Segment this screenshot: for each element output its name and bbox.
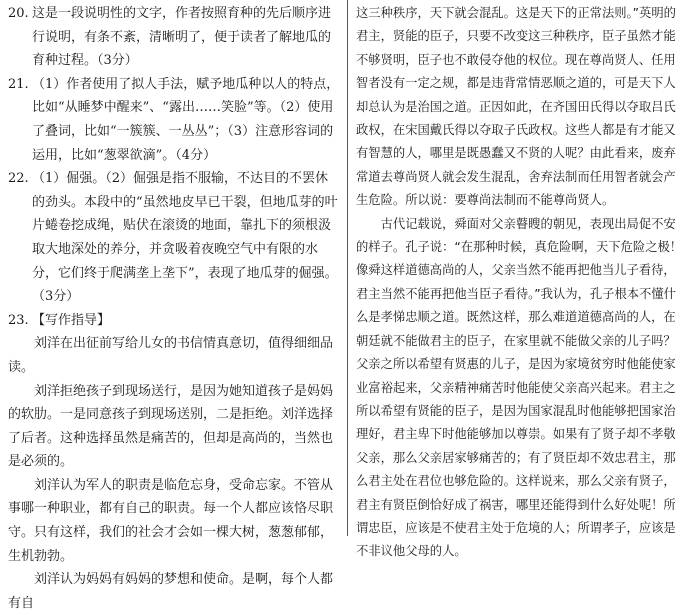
answer-item-20 — [8, 2, 340, 73]
item-number: 22. — [8, 171, 29, 187]
answer-item-23 — [8, 309, 340, 333]
writing-guide-paragraph: 刘洋在出征前写给儿女的书信情真意切，值得细细品读。 — [8, 336, 334, 375]
writing-guide-paragraph: 刘洋认为妈妈有妈妈的梦想和使命。是啊，每个人都有自 — [8, 572, 334, 611]
translation-paragraph: 古代记载说，舜面对父亲瞽瞍的朝见，表现出局促不安的样子。孔子说：“在那种时候，真危险啊，天下危险之极！像舜这样道德高尚的人，父亲当然不能再把他当儿子看待，君主当然不能再把他当臣子看待。”我认为，孔子根本不懂什么是孝悌忠顺之道。既然这样，那么难道道德高尚的人，在朝廷就不能做君主的臣子，在家里就不能做父亲的儿子吗？父亲之所以希望有贤惠的儿子，是因为家境贫穷时他能使家业富裕起来，父亲精神痛苦时他能使父亲高兴起来。君主之所以希望有贤能的臣子，是因为国家混乱时他能够把国家治理好，君主卑下时他能够加以尊崇。如果有了贤子却不孝敬父亲，那么父亲居家够痛苦的；有了贤臣却不效忠君主，那么君主处在君位也够危险的。这样说来，那么父亲有贤子，君主有贤臣倒恰好成了祸害，哪里还能得到什么好处呢！所谓忠臣，应该是不使君主处于危境的人；所谓孝子，应该是不非议他父母的人。 — [356, 216, 683, 559]
item-number: 23. — [8, 312, 29, 328]
answer-item-21 — [8, 73, 340, 167]
column-divider — [347, 0, 348, 536]
answer-item-22 — [8, 167, 340, 309]
answer-text: 这是一段说明性的文字，作者按照育种的先后顺序进行说明，有条不紊，清晰明了，便于读者了解地瓜的育种过程。（3分） — [32, 6, 332, 69]
item-number: 20. — [8, 6, 29, 21]
answer-text: （1）倔强。（2）倔强是指不服输，不达目的不罢休的劲头。本段中的“虽然地皮早已干裂，但地瓜芽的叶片蜷卷挖成绳，贴伏在滚烫的地面，靠扎下的须根汲取大地深处的养分，并贪吸着夜晚空气中有限的水分，它们终于爬满垄上垄下”，表现了地瓜芽的倔强。（3分） — [32, 171, 338, 305]
answer-text: （1）作者使用了拟人手法，赋予地瓜种以人的特点，比如“从睡梦中醒来”、“露出……笑脸”等。（2）使用了叠词，比如“一簇簇、一丛丛”；（3）注意形容词的运用，比如“葱翠欲滴”。（4分） — [32, 76, 340, 163]
item-number: 21. — [8, 76, 29, 92]
left-column — [8, 0, 340, 611]
section-heading: 【写作指导】 — [32, 312, 111, 328]
right-column — [356, 0, 686, 559]
writing-guide-paragraph: 刘洋拒绝孩子到现场送行，是因为她知道孩子是妈妈的软肋。一是同意孩子到现场送别，二是拒绝。刘洋选择了后者。这种选择虽然是痛苦的，但却是高尚的，当然也是必须的。 — [8, 383, 334, 470]
translation-paragraph: 这三种秩序，天下就会混乱。这是天下的正常法则。”英明的君主，贤能的臣子，只要不改变这三种秩序，臣子虽然才能不够贤明，臣子也不敢侵夺他的权位。现在尊尚贤人、任用智者没有一定之规，都是违背常情恶顺之道的，可是天下人却总认为是治国之道。正因如此，在齐国田氏得以夺取吕氏政权，在宋国戴氏得以夺取子氏政权。这些人都是有才能又有智慧的人，哪里是既愚蠢又不贤的人呢？由此看来，废弃常道去尊尚贤人就会发生混乱，舍弃法制而任用智者就会产生危险。所以说：要尊尚法制而不能尊尚贤人。 — [356, 6, 676, 208]
writing-guide-paragraph: 刘洋认为军人的职责是临危忘身，受命忘家。不管从事哪一种职业，都有自己的职责。每一个人都应该恪尽职守。只有这样，我们的社会才会如一棵大树，葱葱郁郁，生机勃勃。 — [8, 477, 334, 564]
